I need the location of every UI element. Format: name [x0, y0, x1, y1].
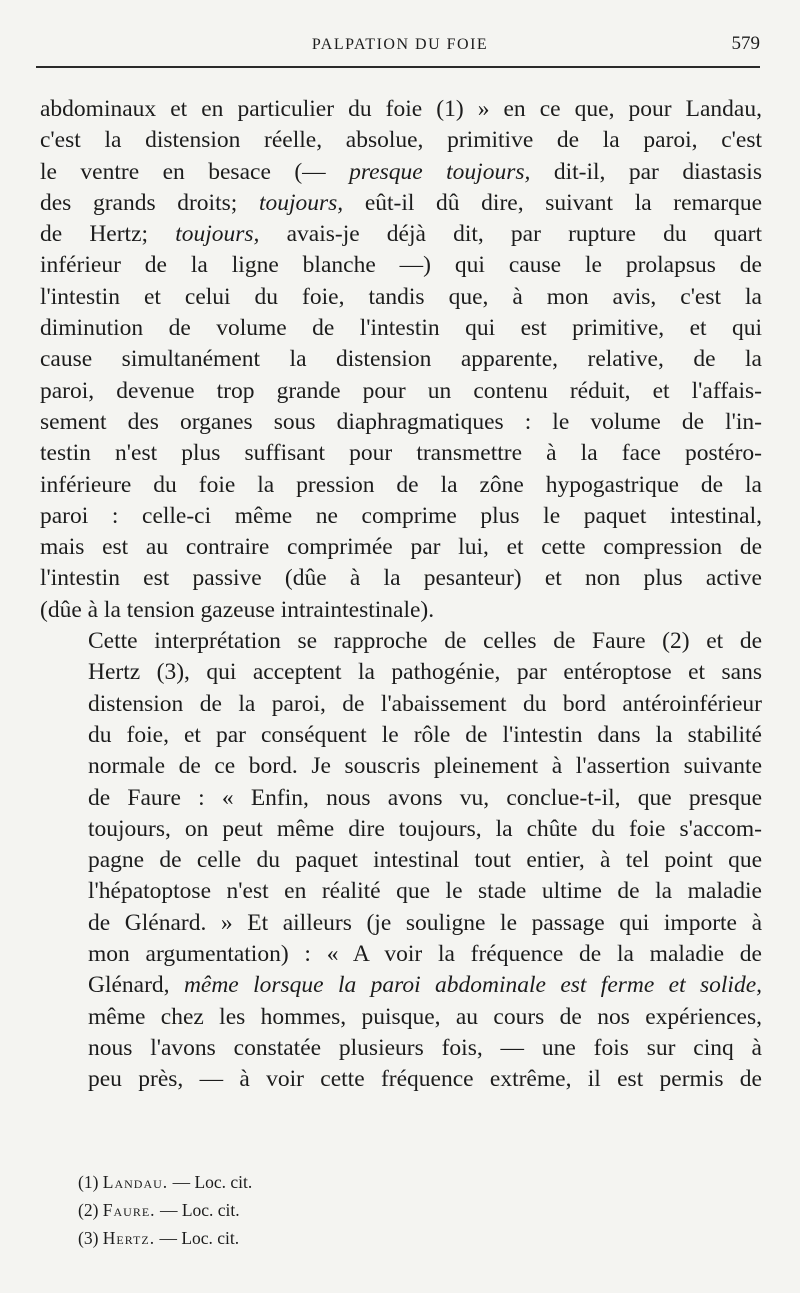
text-line: pagne de celle du paquet intestinal tout entier, à tel point que [88, 847, 762, 874]
text-line: de Hertz; toujours, avais-je déjà dit, par rupture du quart [40, 221, 762, 248]
text-line: Glénard, même lorsque la paroi abdominale est ferme et solide, [88, 972, 762, 999]
page-number: 579 [731, 33, 760, 54]
footnote-1: (1) Landau. — Loc. cit. [78, 1172, 253, 1192]
text-line: paroi : celle-ci même ne comprime plus le paquet intestinal, [40, 502, 762, 529]
italic-phrase: même lorsque la paroi abdominale est ferme et solide, [183, 972, 762, 999]
text-line: Cette interprétation se rapproche de celles de Faure (2) et de [88, 628, 762, 655]
text-line: sement des organes sous diaphragmatiques : le volume de l'in- [40, 408, 762, 435]
text-line: mon argumentation) : « A voir la fréquence de la maladie de [88, 941, 762, 968]
text-line: peu près, — à voir cette fréquence extrême, il est permis de [88, 1066, 762, 1093]
footnote-author: Hertz. [102, 1228, 156, 1248]
running-title: PALPATION DU FOIE [311, 36, 489, 53]
footnote-author: Landau. [102, 1172, 169, 1192]
text-line: de Faure : « Enfin, nous avons vu, conclue-t-il, que presque [88, 784, 762, 811]
text-line: du foie, et par conséquent le rôle de l'intestin dans la stabilité [88, 721, 762, 748]
text-line: même chez les hommes, puisque, au cours de nos expériences, [88, 1003, 762, 1030]
text-line: l'hépatoptose n'est en réalité que le stade ultime de la maladie [88, 878, 762, 905]
text-line: Hertz (3), qui acceptent la pathogénie, par entéroptose et sans [88, 659, 762, 686]
footnote-3: (3) Hertz. — Loc. cit. [78, 1228, 240, 1248]
text-line: distension de la paroi, de l'abaissement du bord antéroinférieur [88, 690, 762, 717]
italic-phrase: presque toujours, [349, 158, 531, 185]
text-line: nous l'avons constatée plusieurs fois, — une fois sur cinq à [88, 1034, 762, 1061]
text-line: abdominaux et en particulier du foie (1) » en ce que, pour Landau, [40, 96, 762, 122]
text-line: paroi, devenue trop grande pour un contenu réduit, et l'affais- [40, 377, 762, 404]
paragraph-2 [40, 626, 762, 1095]
footnote-author: Faure. [102, 1200, 156, 1220]
text-line: mais est au contraire comprimée par lui, et cette compression de [40, 534, 762, 561]
footnotes [78, 1168, 678, 1252]
text-line: inférieure du foie la pression de la zône hypogastrique de la [40, 471, 762, 498]
text-line: toujours, on peut même dire toujours, la chûte du foie s'accom- [88, 815, 762, 842]
text-line: c'est la distension réelle, absolue, primitive de la paroi, c'est [40, 127, 762, 154]
header-rule [36, 66, 760, 68]
text-line: l'intestin et celui du foie, tandis que, à mon avis, c'est la [40, 283, 762, 310]
text-line: des grands droits; toujours, eût-il dû dire, suivant la remarque [40, 189, 762, 216]
text-line: cause simultanément la distension apparente, relative, de la [40, 346, 762, 373]
text-line: l'intestin est passive (dûe à la pesanteur) et non plus active [40, 565, 762, 592]
body-text [40, 94, 762, 1096]
text-line: testin n'est plus suffisant pour transmettre à la face postéro- [40, 440, 762, 467]
italic-phrase: toujours, [175, 221, 260, 248]
text-line: normale de ce bord. Je souscris pleinement à l'assertion suivante [88, 753, 762, 780]
paragraph-1 [40, 94, 762, 626]
text-line: (dûe à la tension gazeuse intraintestinale). [40, 596, 435, 623]
italic-phrase: toujours, [258, 189, 344, 216]
text-line: diminution de volume de l'intestin qui est primitive, et qui [40, 315, 762, 342]
footnote-2: (2) Faure. — Loc. cit. [78, 1200, 240, 1220]
text-line: le ventre en besace (— presque toujours, dit-il, par diastasis [40, 158, 762, 185]
text-line: inférieur de la ligne blanche —) qui cause le prolapsus de [40, 252, 762, 279]
text-line: de Glénard. » Et ailleurs (je souligne le passage qui importe à [88, 909, 762, 936]
